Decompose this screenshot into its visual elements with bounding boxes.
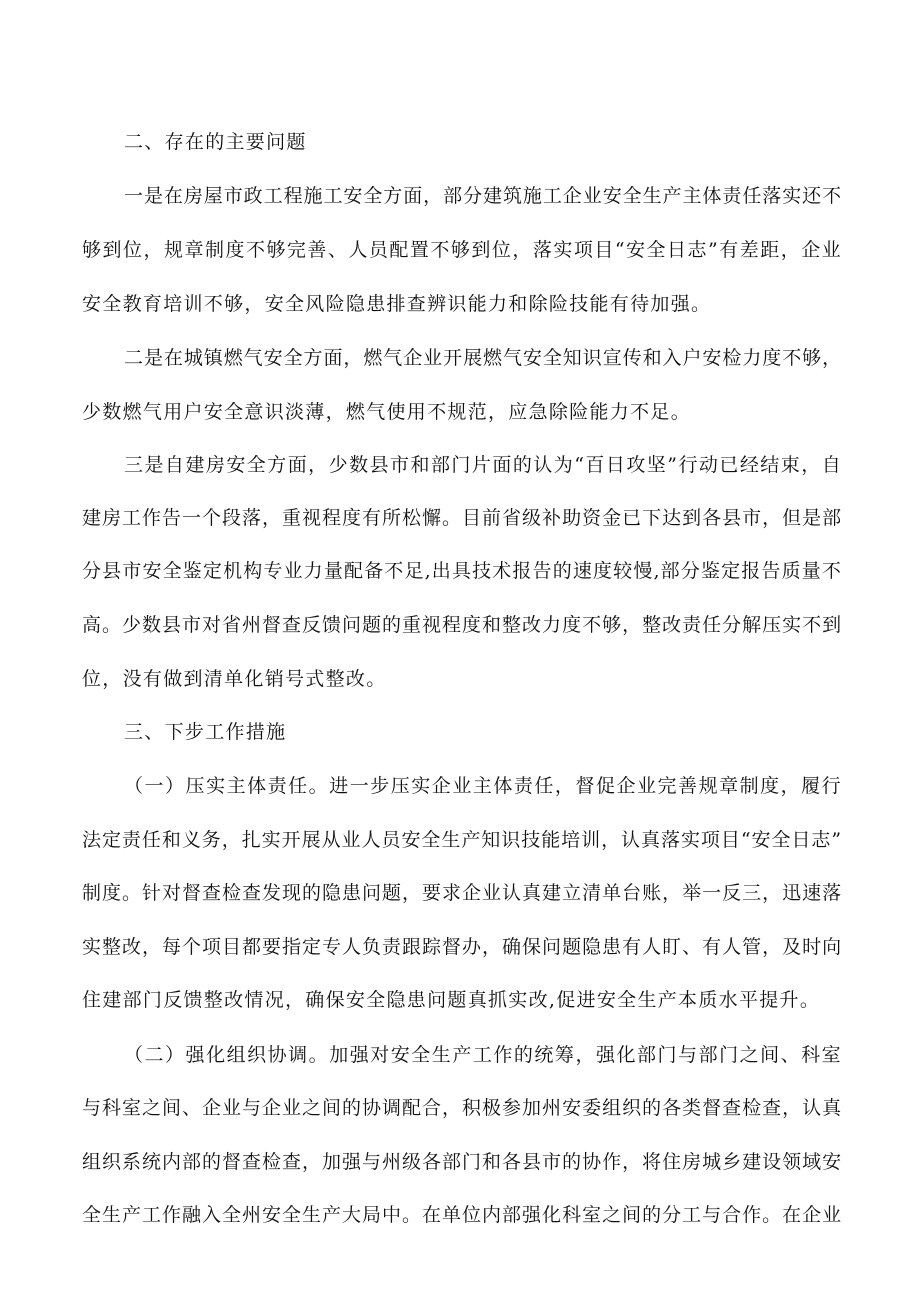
paragraph-line: 少数燃气用户安全意识淡薄，燃气使用不规范，应急除险能力不足。 bbox=[82, 401, 692, 423]
paragraph-line: 与科室之间、企业与企业之间的协调配合，积极参加州安委组织的各类督查检查，认真 bbox=[82, 1097, 842, 1119]
paragraph-line: 二是在城镇燃气安全方面，燃气企业开展燃气安全知识宣传和入户安检力度不够， bbox=[124, 347, 842, 369]
paragraph-line: 住建部门反馈整改情况，确保安全隐患问题真抓实改,促进安全生产本质水平提升。 bbox=[82, 989, 821, 1011]
section-heading-next-steps: 三、下步工作措施 bbox=[124, 721, 287, 743]
paragraph-line: 高。少数县市对省州督查反馈问题的重视程度和整改力度不够，整改责任分解压实不到 bbox=[82, 614, 842, 636]
paragraph-line: 分县市安全鉴定机构专业力量配备不足,出具技术报告的速度较慢,部分鉴定报告质量不 bbox=[82, 560, 842, 582]
paragraph-line: 制度。针对督查检查发现的隐患问题，要求企业认真建立清单台账，举一反三，迅速落 bbox=[82, 882, 842, 904]
paragraph-line: 建房工作告一个段落，重视程度有所松懈。目前省级补助资金已下达到各县市，但是部 bbox=[82, 507, 842, 529]
paragraph-line: 组织系统内部的督查检查，加强与州级各部门和各县市的协作，将住房城乡建设领域安 bbox=[82, 1151, 842, 1173]
section-heading-problems: 二、存在的主要问题 bbox=[124, 131, 307, 153]
paragraph-line: 位，没有做到清单化销号式整改。 bbox=[82, 668, 387, 690]
paragraph-line: 一是在房屋市政工程施工安全方面，部分建筑施工企业安全生产主体责任落实还不 bbox=[124, 185, 842, 207]
paragraph-line: 实整改，每个项目都要指定专人负责跟踪督办，确保问题隐患有人盯、有人管，及时向 bbox=[82, 936, 842, 958]
paragraph-line: （一）压实主体责任。进一步压实企业主体责任，督促企业完善规章制度，履行 bbox=[124, 775, 842, 797]
paragraph-line: 安全教育培训不够，安全风险隐患排查辨识能力和除险技能有待加强。 bbox=[82, 293, 712, 315]
paragraph-line: 法定责任和义务，扎实开展从业人员安全生产知识技能培训，认真落实项目“安全日志” bbox=[82, 829, 842, 851]
paragraph-line: 三是自建房安全方面，少数县市和部门片面的认为“百日攻坚”行动已经结束，自 bbox=[124, 454, 842, 476]
paragraph-line: （二）强化组织协调。加强对安全生产工作的统筹，强化部门与部门之间、科室 bbox=[124, 1044, 842, 1066]
paragraph-line: 够到位，规章制度不够完善、人员配置不够到位，落实项目“安全日志”有差距，企业 bbox=[82, 239, 842, 261]
paragraph-line: 全生产工作融入全州安全生产大局中。在单位内部强化科室之间的分工与合作。在企业 bbox=[82, 1204, 842, 1226]
